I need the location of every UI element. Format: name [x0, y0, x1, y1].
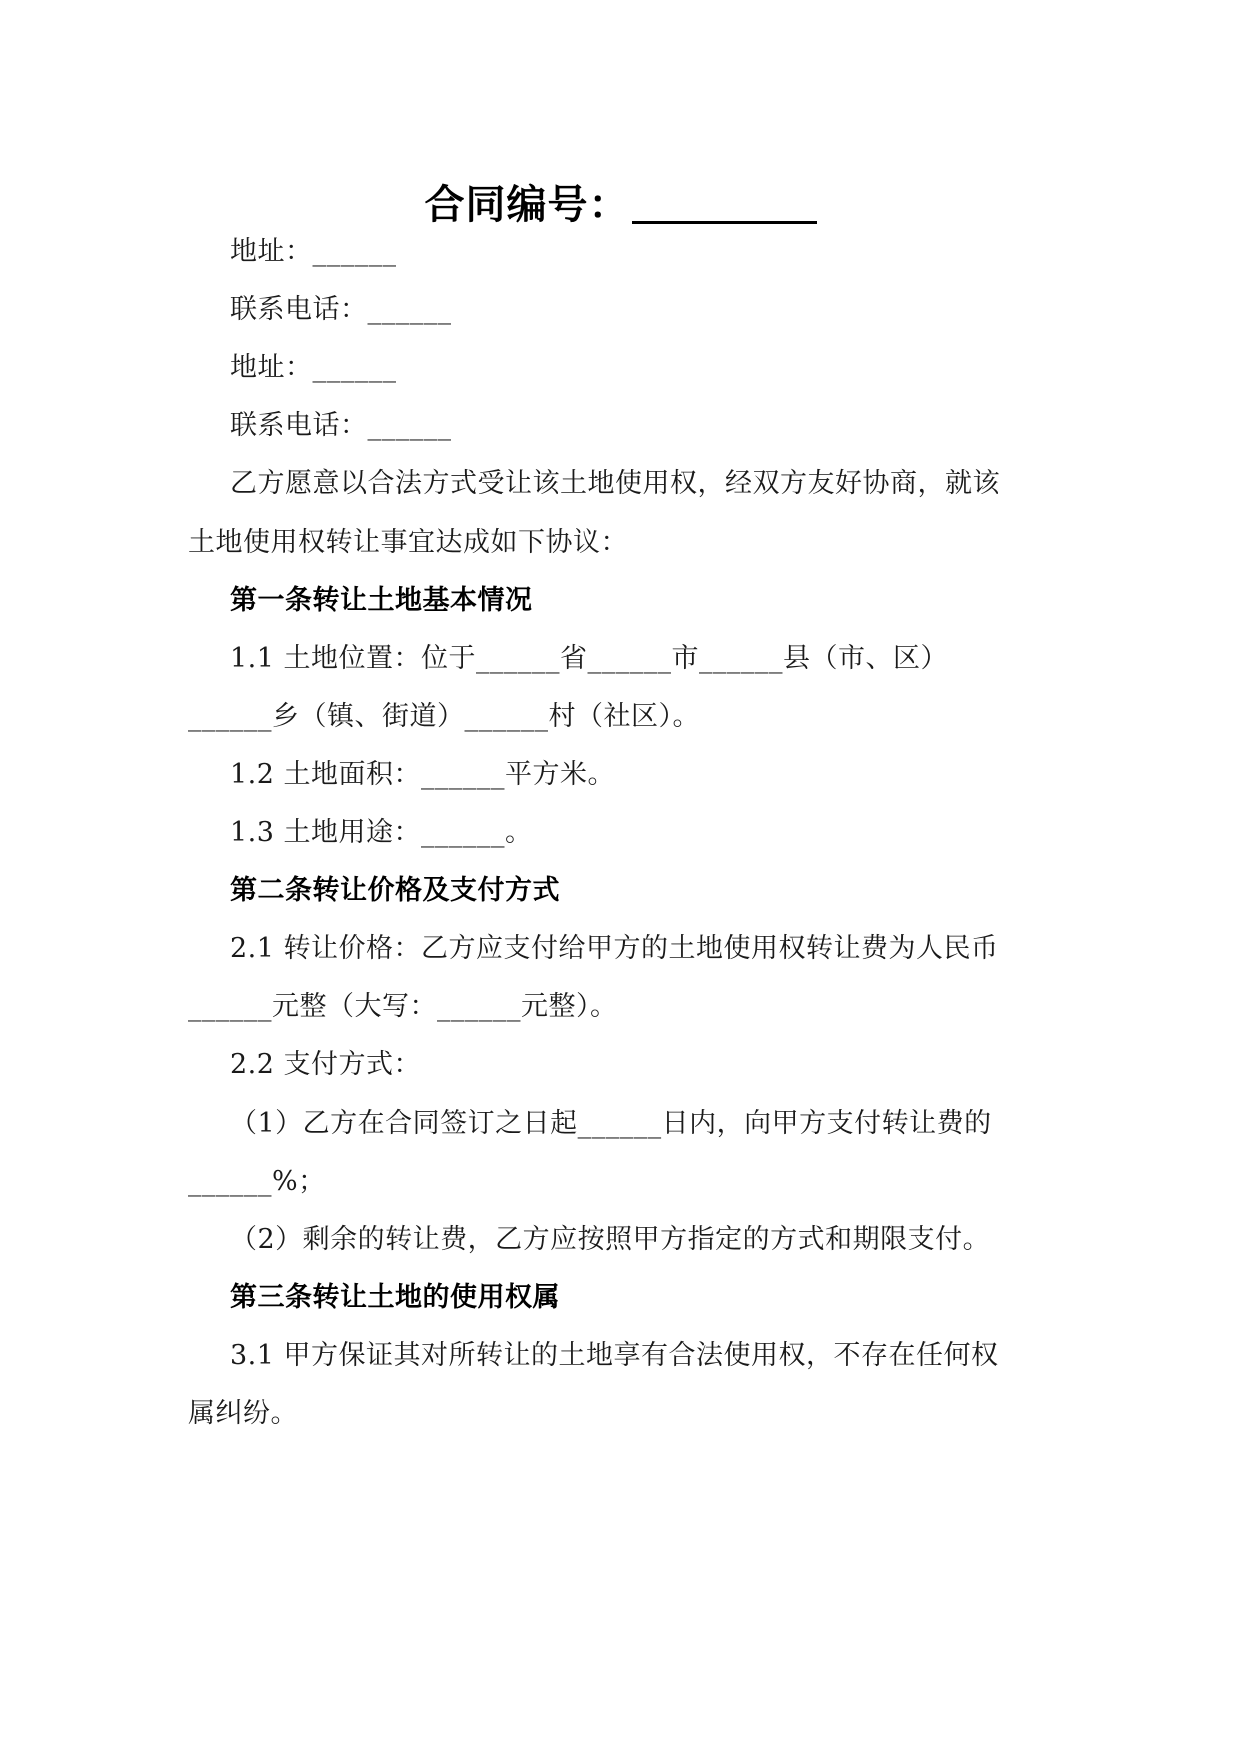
contract-number-blank — [632, 177, 817, 224]
clause-1-1-line-2: ______乡（镇、街道）______村（社区）。 — [188, 701, 700, 732]
party-b-address: 地址：______ — [230, 352, 397, 383]
party-b-phone: 联系电话：______ — [230, 410, 452, 441]
clause-1-2: 1.2 土地面积：______平方米。 — [230, 759, 616, 790]
contract-number-title — [0, 175, 1241, 235]
clause-2-1-line-1: 2.1 转让价格：乙方应支付给甲方的土地使用权转让费为人民币 — [230, 933, 999, 964]
clause-2-2: 2.2 支付方式： — [230, 1049, 422, 1080]
clause-2-2-item-1-line-2: ______%； — [188, 1166, 326, 1197]
party-a-address: 地址：______ — [230, 236, 397, 267]
party-a-phone: 联系电话：______ — [230, 294, 452, 325]
clause-3-1-line-1: 3.1 甲方保证其对所转让的土地享有合法使用权，不存在任何权 — [230, 1340, 999, 1371]
preamble-line-1: 乙方愿意以合法方式受让该土地使用权，经双方友好协商，就该 — [230, 468, 1000, 499]
clause-2-2-item-1-line-1: （1）乙方在合同签订之日起______日内，向甲方支付转让费的 — [230, 1108, 992, 1139]
clause-3-1-line-2: 属纠纷。 — [188, 1398, 298, 1429]
clause-2-1-line-2: ______元整（大写：______元整）。 — [188, 991, 618, 1022]
clause-1-3: 1.3 土地用途：______。 — [230, 817, 533, 848]
title-text: 合同编号： — [424, 182, 630, 228]
clause-2-2-item-2: （2）剩余的转让费，乙方应按照甲方指定的方式和期限支付。 — [230, 1224, 991, 1255]
article-2-heading: 第二条转让价格及支付方式 — [230, 875, 560, 906]
article-1-heading: 第一条转让土地基本情况 — [230, 585, 533, 616]
clause-1-1-line-1: 1.1 土地位置：位于______省______市______县（市、区） — [230, 643, 949, 674]
article-3-heading: 第三条转让土地的使用权属 — [230, 1282, 560, 1313]
preamble-line-2: 土地使用权转让事宜达成如下协议： — [188, 527, 628, 558]
